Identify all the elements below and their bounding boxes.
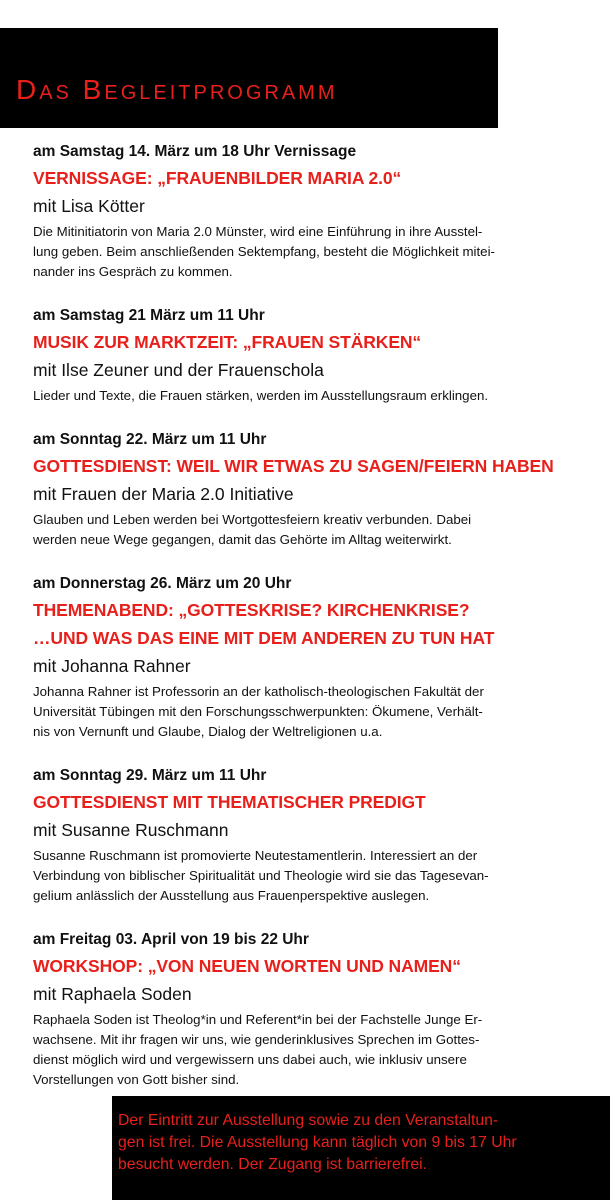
description-line: gelium anlässlich der Ausstellung aus Frauenperspektive auslegen.	[33, 888, 430, 903]
event-host: mit Raphaela Soden	[33, 984, 192, 1004]
description-line: Susanne Ruschmann ist promovierte Neutestamentlerin. Interessiert an der	[33, 848, 478, 863]
page-title: Das Begleitprogramm	[16, 74, 338, 105]
event-description	[33, 682, 573, 742]
event-title: GOTTESDIENST MIT THEMATISCHER PREDIGT	[33, 792, 426, 812]
event-title: VERNISSAGE: „FRAUENBILDER MARIA 2.0“	[33, 168, 402, 188]
event-title-line-2: …UND WAS DAS EINE MIT DEM ANDEREN ZU TUN HAT	[33, 628, 495, 648]
description-line: Lieder und Texte, die Frauen stärken, werden im Ausstellungsraum erklingen.	[33, 388, 489, 403]
description-line: lung geben. Beim anschließenden Sektempfang, besteht die Möglichkeit mitei-	[33, 244, 495, 259]
event-date: am Sonntag 22. März um 11 Uhr	[33, 431, 267, 448]
description-line: werden neue Wege gegangen, damit das Gehörte im Alltag weiterwirkt.	[33, 532, 452, 547]
event-description	[33, 846, 573, 906]
description-line: Raphaela Soden ist Theolog*in und Referent*in bei der Fachstelle Junge Er-	[33, 1012, 483, 1027]
event-date: am Freitag 03. April von 19 bis 22 Uhr	[33, 931, 309, 948]
info-line: gen ist frei. Die Ausstellung kann täglich von 9 bis 17 Uhr	[118, 1134, 517, 1151]
description-line: Glauben und Leben werden bei Wortgottesfeiern kreativ verbunden. Dabei	[33, 512, 472, 527]
description-line: Die Mitinitiatorin von Maria 2.0 Münster, wird eine Einführung in ihre Ausstel-	[33, 224, 483, 239]
event-musik	[33, 306, 573, 406]
event-date: am Donnerstag 26. März um 20 Uhr	[33, 575, 292, 592]
event-host: mit Susanne Ruschmann	[33, 820, 229, 840]
description-line: Universität Tübingen mit den Forschungsschwerpunkten: Ökumene, Verhält-	[33, 704, 483, 719]
event-host: mit Lisa Kötter	[33, 196, 145, 216]
event-description	[33, 386, 573, 406]
description-line: Verbindung von biblischer Spiritualität und Theologie wird sie das Tagesevan-	[33, 868, 489, 883]
header-banner	[0, 28, 498, 128]
description-line: nis von Vernunft und Glaube, Dialog der Weltreligionen u.a.	[33, 724, 383, 739]
event-gottesdienst-feiern	[33, 430, 573, 550]
description-line: wachsene. Mit ihr fragen wir uns, wie genderinklusives Sprechen im Gottes-	[33, 1032, 480, 1047]
description-line: nander ins Gespräch zu kommen.	[33, 264, 233, 279]
admission-info	[118, 1110, 600, 1176]
event-title: MUSIK ZUR MARKTZEIT: „FRAUEN STÄRKEN“	[33, 332, 422, 352]
event-host: mit Ilse Zeuner und der Frauenschola	[33, 360, 324, 380]
event-gottesdienst-predigt	[33, 766, 573, 906]
info-line: besucht werden. Der Zugang ist barrierefrei.	[118, 1156, 428, 1173]
event-date: am Samstag 21 März um 11 Uhr	[33, 307, 265, 324]
event-title: THEMENABEND: „GOTTESKRISE? KIRCHENKRISE?	[33, 600, 470, 620]
event-vernissage	[33, 142, 573, 282]
event-host: mit Frauen der Maria 2.0 Initiative	[33, 484, 294, 504]
event-description	[33, 1010, 573, 1090]
event-title: GOTTESDIENST: WEIL WIR ETWAS ZU SAGEN/FEIERN HABEN	[33, 456, 554, 476]
event-title: WORKSHOP: „VON NEUEN WORTEN UND NAMEN“	[33, 956, 461, 976]
event-program	[33, 142, 573, 1114]
event-themenabend	[33, 574, 573, 742]
description-line: dienst möglich wird und vergewissern uns dabei auch, wie inklusiv unsere	[33, 1052, 467, 1067]
description-line: Johanna Rahner ist Professorin an der katholisch-theologischen Fakultät der	[33, 684, 484, 699]
event-date: am Sonntag 29. März um 11 Uhr	[33, 767, 267, 784]
description-line: Vorstellungen von Gott bisher sind.	[33, 1072, 240, 1087]
info-line: Der Eintritt zur Ausstellung sowie zu den Veranstaltun-	[118, 1112, 499, 1129]
event-date: am Samstag 14. März um 18 Uhr Vernissage	[33, 143, 357, 160]
info-box	[112, 1096, 610, 1200]
event-workshop	[33, 930, 573, 1090]
event-host: mit Johanna Rahner	[33, 656, 191, 676]
event-description	[33, 222, 573, 282]
event-description	[33, 510, 573, 550]
